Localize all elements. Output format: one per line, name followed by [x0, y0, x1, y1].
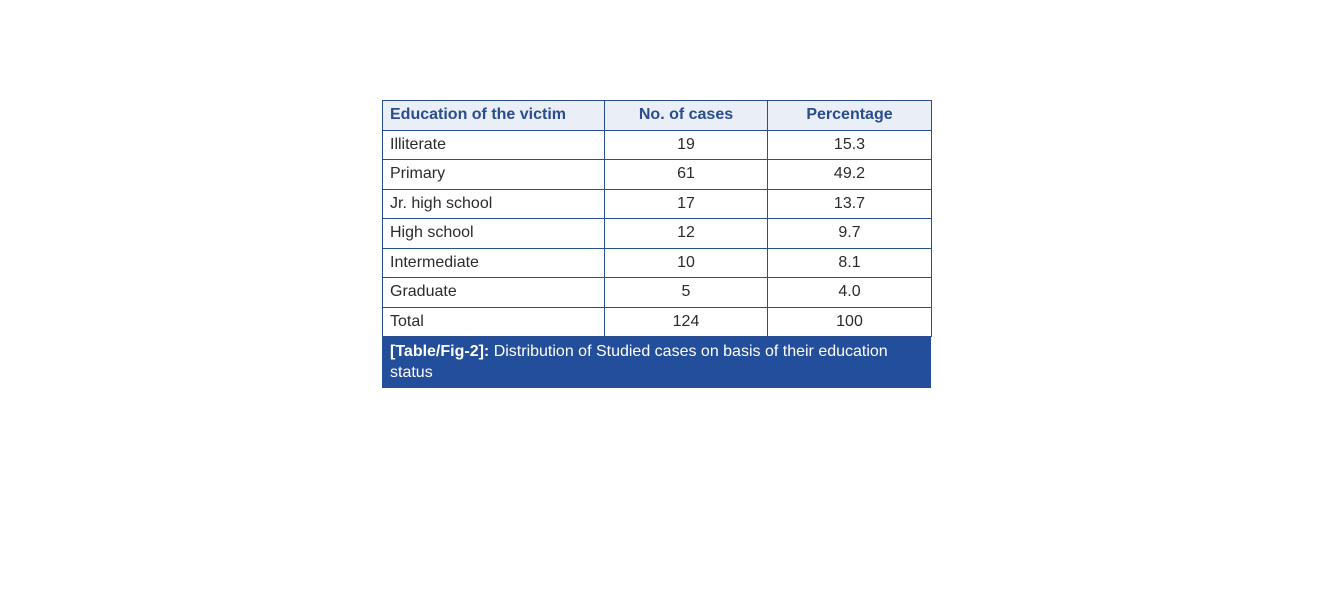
education-table: [382, 100, 932, 337]
cell-cases: 61: [605, 160, 768, 190]
caption-text: Distribution of Studied cases on basis of their education status: [390, 343, 888, 381]
caption-label: [Table/Fig-2]:: [390, 343, 490, 360]
cell-percentage: 49.2: [768, 160, 932, 190]
cell-education: Primary: [383, 160, 605, 190]
cell-cases: 12: [605, 219, 768, 249]
cell-cases: 10: [605, 248, 768, 278]
header-percentage: Percentage: [768, 101, 932, 131]
cell-education: High school: [383, 219, 605, 249]
header-cases: No. of cases: [605, 101, 768, 131]
table-row: [383, 189, 932, 219]
cell-percentage: 100: [768, 307, 932, 337]
cell-percentage: 13.7: [768, 189, 932, 219]
table-row: [383, 248, 932, 278]
cell-education: Illiterate: [383, 130, 605, 160]
cell-education: Jr. high school: [383, 189, 605, 219]
education-table-figure: [382, 100, 931, 388]
cell-percentage: 15.3: [768, 130, 932, 160]
table-row: [383, 130, 932, 160]
cell-cases: 5: [605, 278, 768, 308]
cell-education: Total: [383, 307, 605, 337]
cell-education: Graduate: [383, 278, 605, 308]
table-row: [383, 160, 932, 190]
table-caption: [382, 337, 931, 388]
table-row: [383, 219, 932, 249]
table-row: [383, 278, 932, 308]
table-header-row: [383, 101, 932, 131]
cell-education: Intermediate: [383, 248, 605, 278]
cell-cases: 124: [605, 307, 768, 337]
cell-cases: 17: [605, 189, 768, 219]
table-row-total: [383, 307, 932, 337]
cell-percentage: 8.1: [768, 248, 932, 278]
cell-percentage: 9.7: [768, 219, 932, 249]
header-education: Education of the victim: [383, 101, 605, 131]
cell-percentage: 4.0: [768, 278, 932, 308]
cell-cases: 19: [605, 130, 768, 160]
